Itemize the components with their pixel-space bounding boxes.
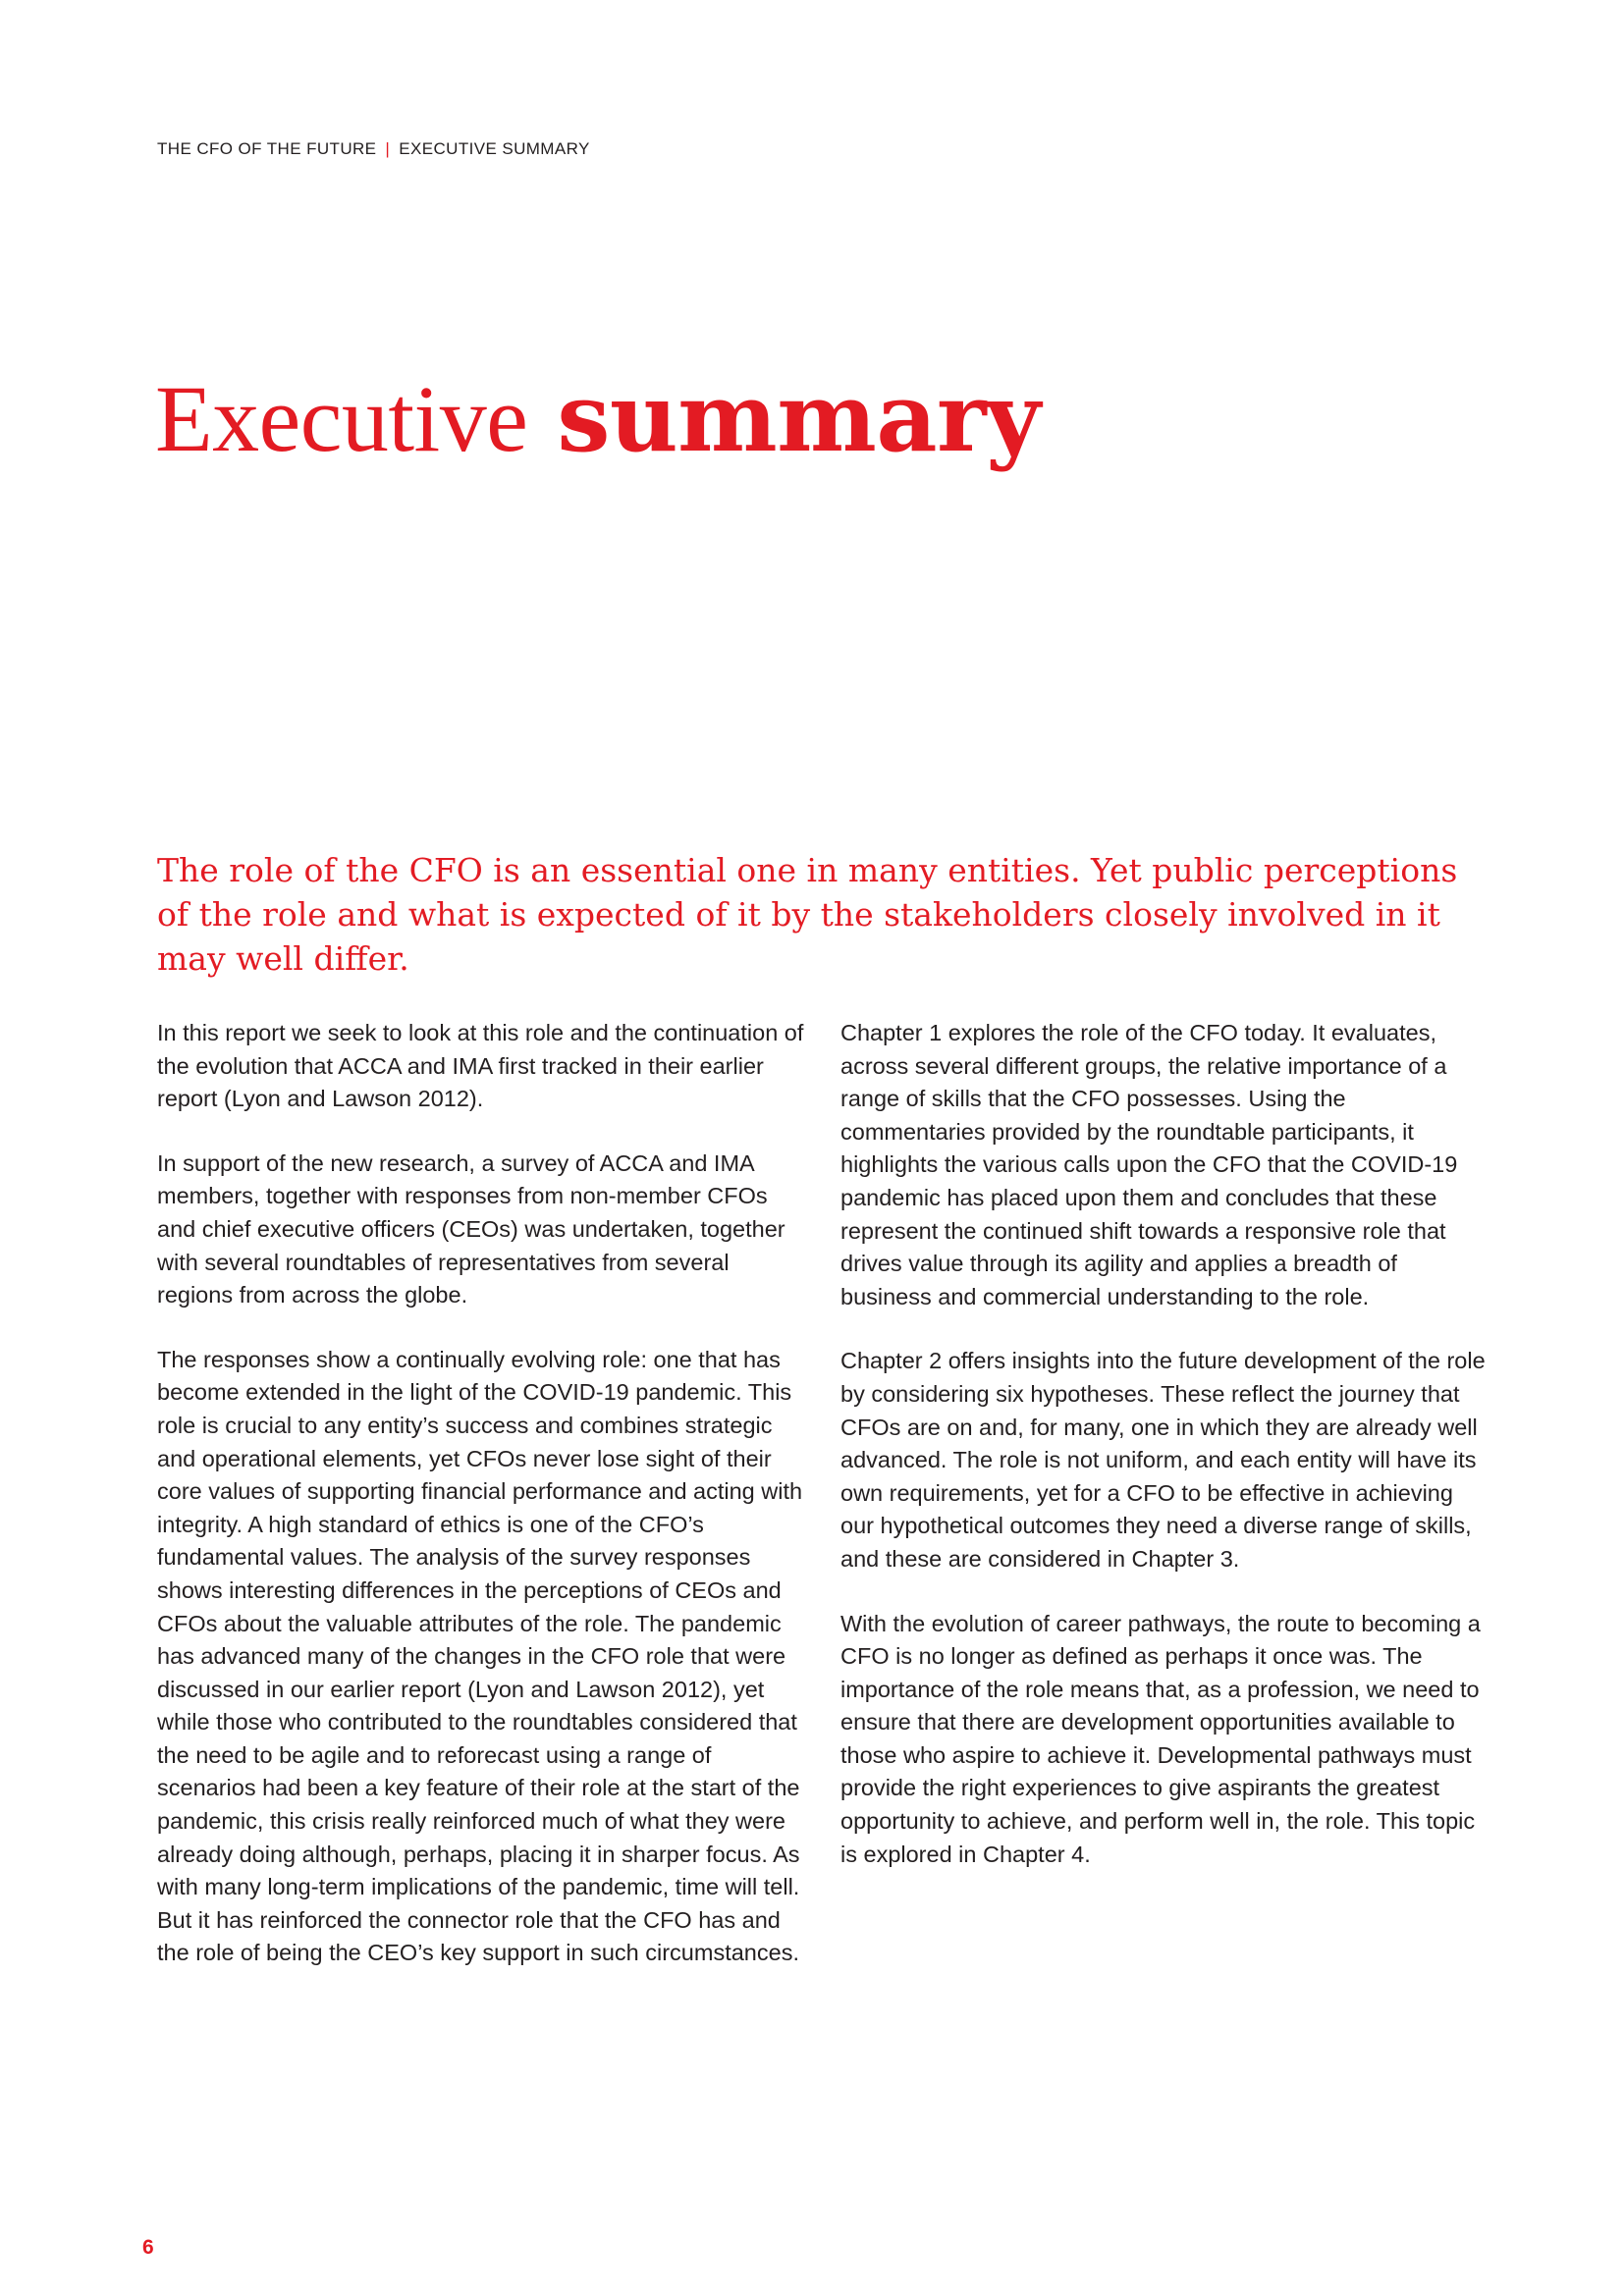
body-paragraph: With the evolution of career pathways, the route to becoming a CFO is no longer as defined as perhaps it once was. The importance of the role means that, as a profession, we need to ensure that there are development opportunities available to those who aspire to achieve it. Developmental pathways must provide the right experiences to give aspirants the greatest opportunity to achieve, and perform well in, the role. This topic is explored in Chapter 4. <box>840 1610 1481 1867</box>
left-column <box>157 1017 805 2002</box>
body-paragraph: In support of the new research, a survey of ACCA and IMA members, together with responses from non-member CFOs and chief executive officers (CEOs) was undertaken, together with several roundtables of representatives from several regions from across the globe. <box>157 1149 785 1308</box>
body-paragraph: Chapter 2 offers insights into the future development of the role by considering six hypotheses. These reflect the journey that CFOs are on and, for many, one in which they are already well advanced. The role is not uniform, and each entity will have its own requirements, yet for a CFO to be effective in achieving our hypothetical outcomes they need a diverse range of skills, and these are considered in Chapter 3. <box>840 1348 1486 1572</box>
header-section: EXECUTIVE SUMMARY <box>399 139 590 158</box>
header-publication: THE CFO OF THE FUTURE <box>157 139 377 158</box>
intro-paragraph: The role of the CFO is an essential one in many entities. Yet public perceptions of the role and what is expected of it by the stakeholders closely involved in it may well differ. <box>157 851 1458 978</box>
page-title-light: Executive <box>155 366 528 471</box>
body-paragraph: The responses show a continually evolving role: one that has become extended in the light of the COVID-19 pandemic. This role is crucial to any entity’s success and combines strategic and operational elements, yet CFOs never lose sight of their core values of supporting financial performance and acting with integrity. A high standard of ethics is one of the CFO’s fundamental values. The analysis of the survey responses shows interesting differences in the perceptions of CEOs and CFOs about the valuable attributes of the role. The pandemic has advanced many of the changes in the CFO role that were discussed in our earlier report (Lyon and Lawson 2012), yet while those who contributed to the roundtables considered that the need to be agile and to reforecast using a range of scenarios had been a key feature of their role at the start of the pandemic, this crisis really reinforced much of what they were already doing although, perhaps, placing it in sharper focus. As with many long-term implications of the pandemic, time will tell. But it has reinforced the connector role that the CFO has and the role of being the CEO’s key support in such circumstances. <box>157 1346 803 1966</box>
page-number: 6 <box>142 2236 154 2259</box>
right-column <box>840 1017 1489 1902</box>
running-header <box>157 139 590 159</box>
header-separator: | <box>385 139 391 158</box>
body-paragraph: In this report we seek to look at this role and the continuation of the evolution that ACCA and IMA first tracked in their earlier report (Lyon and Lawson 2012). <box>157 1020 804 1112</box>
page-title-bold: summary <box>557 362 1041 473</box>
body-paragraph: Chapter 1 explores the role of the CFO today. It evaluates, across several different groups, the relative importance of a range of skills that the CFO possesses. Using the commentaries provided by the roundtable participants, it highlights the various calls upon the CFO that the COVID-19 pandemic has placed upon them and concludes that these represent the continued shift towards a responsive role that drives value through its agility and applies a breadth of business and commercial understanding to the role. <box>840 1020 1458 1309</box>
page-title <box>155 362 1041 473</box>
